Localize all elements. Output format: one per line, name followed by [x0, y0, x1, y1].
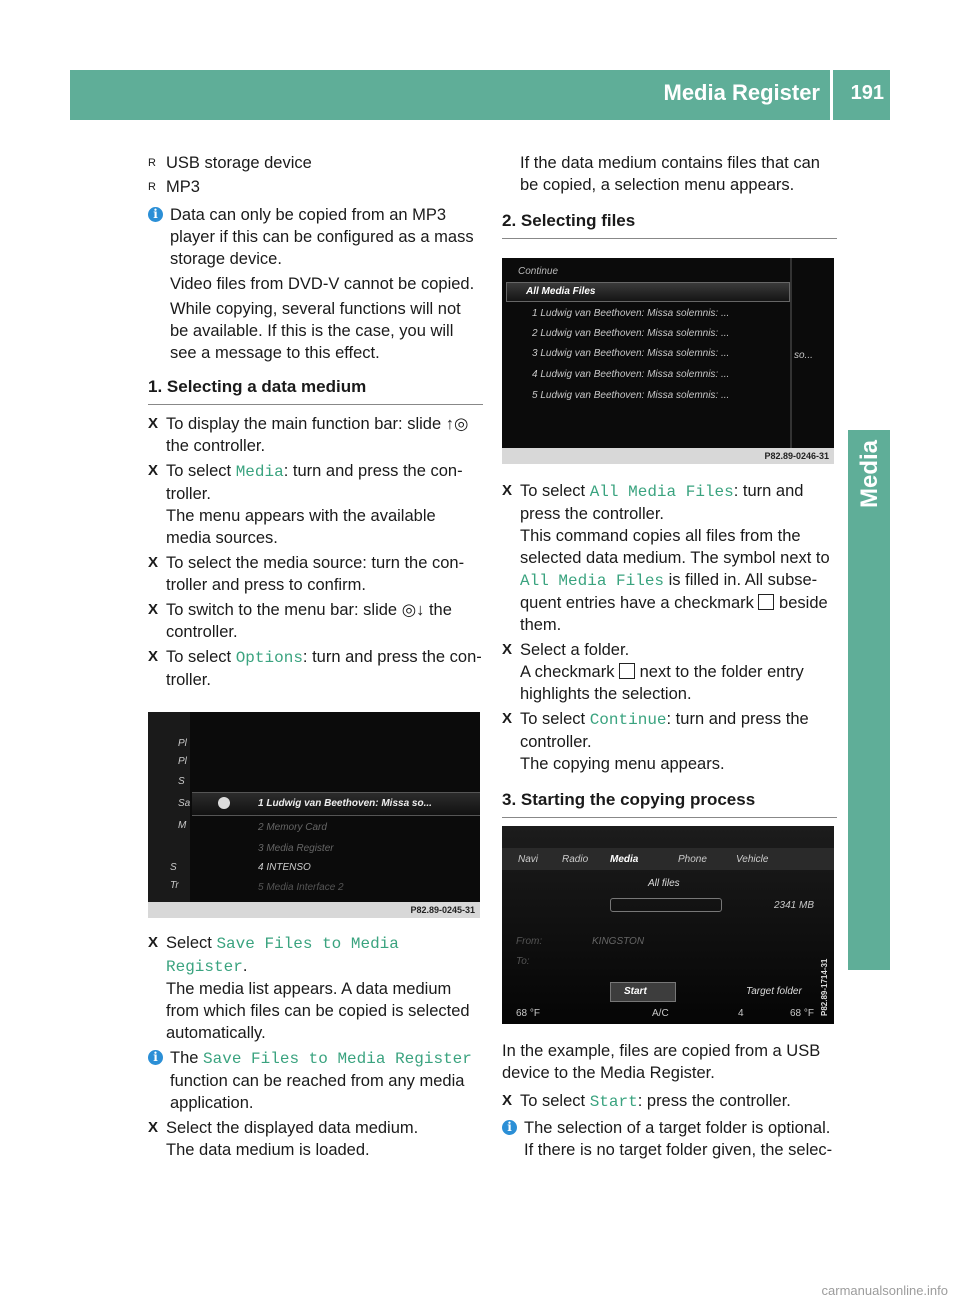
progress-bar: [610, 898, 722, 912]
step-item: X To display the main function bar: slide ↑◎ the controller.: [148, 415, 469, 455]
heading-rule: [502, 238, 837, 239]
screenshot-caption: P82.89-1714-31: [820, 958, 829, 1016]
step-item: X Select a folder. A checkmark next to the folder entry highlights the selection.: [502, 641, 804, 703]
info-note: i Data can only be copied from an MP3 player if this can be configured as a mass storage device. Video files from DVD-V cannot be copied. While copying, several functions will not be available. If this is the case, you will see a message to this effect.: [148, 204, 483, 364]
step-item: X To select Media: turn and press the con-troller. The menu appears with the available media sources.: [148, 462, 463, 547]
info-icon: i: [502, 1120, 517, 1135]
screenshot-media-sources: Pl Pl S Sa M S Tr 1 Ludwig van Beethoven: Missa so... 2 Memory Card 3 Media Register 4 INTENSO 5 Media Interface 2 P82.89-0245-31: [148, 712, 480, 918]
step-item: X To select Start: press the controller.: [502, 1092, 791, 1111]
bullet-item: R MP3: [148, 178, 200, 196]
right-column: If the data medium contains files that can be copied, a selection menu appears. 2. Selecting files: [502, 152, 837, 239]
header-separator: [830, 70, 833, 120]
step-item: X To select Options: turn and press the con-troller.: [148, 648, 482, 689]
checkmark-icon: [619, 663, 635, 679]
screenshot-left-menu: Pl Pl S Sa M S Tr: [148, 712, 190, 902]
heading-rule: [502, 817, 837, 818]
side-tab: [848, 430, 890, 970]
step-item: X Select the displayed data medium. The data medium is loaded.: [148, 1119, 419, 1159]
step-arrow-icon: X: [502, 641, 513, 658]
screenshot-tab-bar: Navi Radio Media Phone Vehicle: [502, 848, 834, 870]
watermark: carmanualsonline.info: [821, 1283, 948, 1298]
info-note: i The Save Files to Media Register function can be reached from any media application.: [148, 1047, 483, 1114]
left-column-continued: [148, 932, 483, 1161]
page-header-title: Media Register: [663, 80, 820, 105]
step-arrow-icon: X: [148, 462, 159, 479]
step-arrow-icon: X: [502, 1092, 513, 1109]
step-item: X To select Continue: turn and press the controller. The copying menu appears.: [502, 710, 809, 773]
screenshot-caption: P82.89-0245-31: [148, 902, 480, 918]
heading-rule: [148, 404, 483, 405]
page-number: 191: [850, 82, 884, 104]
step-arrow-icon: X: [148, 1119, 159, 1136]
section-heading: 3. Starting the copying process: [502, 790, 756, 809]
step-arrow-icon: X: [502, 482, 513, 499]
screenshot-caption: P82.89-0246-31: [502, 448, 834, 464]
right-column-steps: [502, 480, 837, 818]
bullet-marker-icon: R: [148, 157, 156, 169]
step-item: X To switch to the menu bar: slide ◎↓ the controller.: [148, 601, 452, 641]
step-item: X To select the media source: turn the con-troller and press to confirm.: [148, 554, 465, 594]
disc-icon: [218, 797, 230, 809]
info-note: i The selection of a target folder is optional. If there is no target folder given, the selec-: [502, 1117, 837, 1161]
checkmark-icon: [758, 594, 774, 610]
step-arrow-icon: X: [148, 601, 159, 618]
left-column: [148, 152, 483, 691]
section-heading: 2. Selecting files: [502, 211, 636, 230]
bullet-item: R USB storage device: [148, 154, 312, 172]
step-arrow-icon: X: [148, 934, 159, 951]
screenshot-copy-menu: Navi Radio Media Phone Vehicle All files 2341 MB From: KINGSTON To: Start Target folder 68 °F A/C 4 68 °F P82.89-1714-31: [502, 826, 834, 1024]
step-item: X To select All Media Files: turn and press the controller. This command copies all files from the selected data medium. The symbol next to All Media Files is filled in. All subse-quent entries have a checkmark beside them.: [502, 482, 830, 634]
info-icon: i: [148, 1050, 163, 1065]
step-arrow-icon: X: [502, 710, 513, 727]
step-arrow-icon: X: [148, 415, 159, 432]
step-arrow-icon: X: [148, 648, 159, 665]
section-heading: 1. Selecting a data medium: [148, 377, 367, 396]
step-item: X Select Save Files to Media Register. The media list appears. A data medium from which files can be copied is selected automatically.: [148, 934, 470, 1042]
screenshot-select-files: Continue All Media Files 1 Ludwig van Beethoven: Missa solemnis: ... 2 Ludwig van Beethoven: Missa solemnis: ... 3 Ludwig van Beethoven: Missa solemnis: ... 4 Ludwig van Beethoven: Missa solemnis: ... 5 Ludwig van Beethoven: Missa solemnis: ... so... P82.89-0246-31: [502, 258, 834, 464]
info-icon: i: [148, 207, 163, 222]
side-tab-label: Media: [856, 439, 883, 508]
right-column-final: In the example, files are copied from a USB device to the Media Register. X To select Start: press the controller. i The selection of a target folder is optional. If there is no target folder given, the selec-: [502, 1040, 837, 1161]
bullet-marker-icon: R: [148, 181, 156, 193]
step-arrow-icon: X: [148, 554, 159, 571]
page-header: [70, 70, 890, 120]
